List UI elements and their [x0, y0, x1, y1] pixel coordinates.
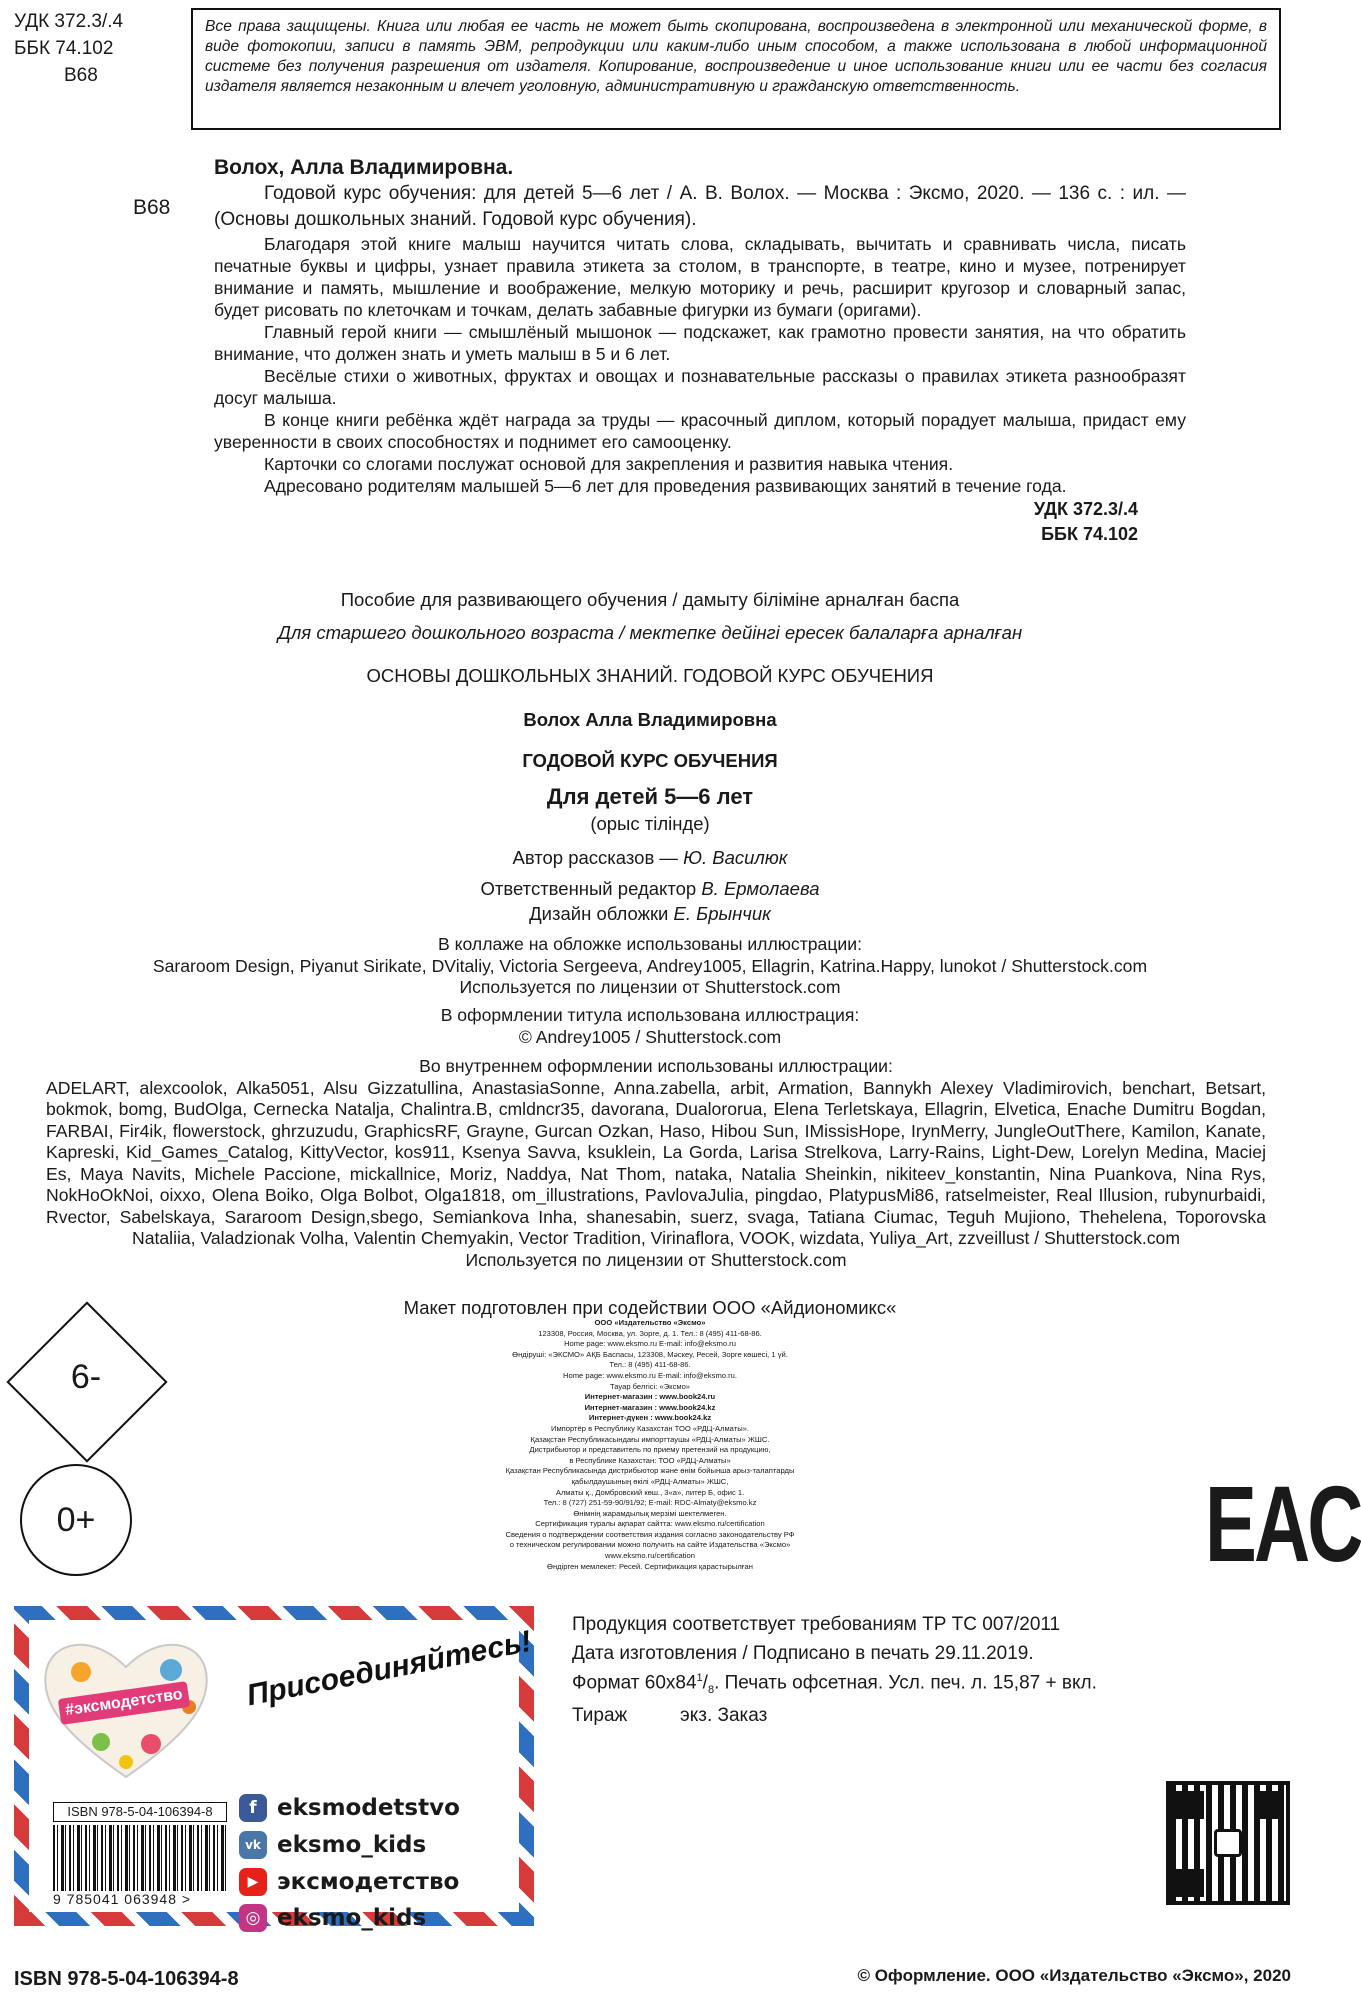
facebook-icon: f — [239, 1794, 267, 1822]
youtube-icon: ▶ — [239, 1868, 267, 1896]
social-facebook[interactable] — [239, 1792, 499, 1824]
promo-card — [29, 1620, 535, 1931]
title-ill: © Andrey1005 / Shutterstock.com — [518, 1026, 782, 1047]
vk-icon: vk — [239, 1831, 267, 1859]
social-facebook-label: eksmodetstvo — [277, 1795, 460, 1821]
colophon-title: ГОДОВОЙ КУРС ОБУЧЕНИЯ — [522, 750, 778, 771]
eac-mark: EAC — [1205, 1463, 1361, 1584]
barcode-icon — [53, 1825, 227, 1891]
social-youtube-label: эксмодетство — [277, 1869, 460, 1895]
rights-notice: Все права защищены. Книга или любая ее часть не может быть скопирована, воспроизведена в электронной или механической форме, в виде фотокопии, записи в память ЭВМ, репродукции или каким-либо иным способом, а также использована в любой информационной системе без получения разрешения от издателя. Копирование, воспроизведение и иное использование книги или ее части без согласия издателя является незаконным и влечет уголовную, административную и гражданскую ответственность. — [191, 8, 1281, 130]
design-prefix: Дизайн обложки — [529, 903, 674, 924]
social-instagram[interactable] — [239, 1903, 499, 1933]
barcode-number: 9 785041 063948 > — [53, 1891, 192, 1907]
social-vk[interactable] — [239, 1829, 499, 1861]
age-mark-6: 6- — [70, 1358, 102, 1396]
design-name: Е. Брынчик — [673, 903, 771, 924]
bibliographic-entry — [214, 155, 1186, 547]
imprint-line: Интернет-магазин : www.book24.ru — [584, 1392, 716, 1402]
colophon-age-group: Для старшего дошкольного возраста / мектепке дейінгі ересек балаларға арналған — [277, 622, 1023, 643]
classification-codes — [14, 8, 123, 89]
imprint-line: Тел.: 8 (495) 411-68-86. — [609, 1360, 691, 1370]
entry-udk: УДК 372.3/.4 — [1033, 499, 1138, 519]
imprint-line: Қазақстан Республикасында дистрибьютор және өнім бойынша арыз-талаптарды — [505, 1466, 795, 1476]
annotation-p2: Главный герой книги — смышлёный мышонок — подскажет, как грамотно провести занятия, на что обратить внимание, что должен знать и уметь малыш в 5 и 6 лет. — [214, 322, 1186, 364]
age-mark-0-text: 0+ — [56, 1500, 96, 1539]
colophon-author: Волох Алла Владимировна — [523, 709, 777, 730]
imprint-line: Өндіруші: «ЭКСМО» АҚБ Баспасы, 123308, Мәскеу, Ресей, Зорге көшесі, 1 үй. — [512, 1349, 788, 1359]
colophon-language: (орыс тілінде) — [590, 813, 710, 834]
barcode-isbn: ISBN 978-5-04-106394-8 — [53, 1802, 227, 1822]
qr-code-icon[interactable] — [1166, 1781, 1290, 1905]
imprint-line: Сведения о подтверждении соответствия издания согласно законодательству РФ — [505, 1529, 795, 1539]
format-main: Формат 60х84 — [572, 1672, 697, 1694]
prod-standard: Продукция соответствует требованиям ТР ТС 007/2011 — [572, 1614, 1061, 1635]
stories-author: Ю. Василюк — [683, 847, 788, 868]
imprint-line: www.eksmo.ru/certification — [605, 1551, 695, 1561]
isbn: ISBN 978-5-04-106394-8 — [14, 1968, 239, 1990]
imprint-line: Home page: www.eksmo.ru E-mail: info@eksmo.ru — [564, 1339, 736, 1349]
license-2: Используется по лицензии от Shutterstock.com — [465, 1249, 847, 1270]
stories-prefix: Автор рассказов — — [512, 847, 684, 868]
editor-prefix: Ответственный редактор — [480, 878, 702, 899]
instagram-icon: ◎ — [239, 1904, 267, 1932]
imprint-line: Дистрибьютор и представитель по приему претензий на продукцию, — [529, 1445, 771, 1455]
colophon-design — [60, 902, 1240, 925]
author-mark: В68 — [64, 65, 98, 86]
imprint-line: Тел.: 8 (727) 251-59-90/91/92; E-mail: RDC-Almaty@eksmo.kz — [543, 1498, 757, 1508]
license-1: Используется по лицензии от Shutterstock.com — [459, 977, 841, 997]
imprint-line: в Республике Казахстан: ТОО «РДЦ-Алматы» — [569, 1455, 731, 1465]
production-info — [572, 1612, 1097, 1728]
colophon-type: Пособие для развивающего обучения / дамыту біліміне арналған баспа — [340, 589, 960, 610]
imprint-line: Алматы қ., Домбровский көш., 3«а», литер Б, офис 1. — [555, 1487, 745, 1497]
promo-hashtag: #эксмодетство — [58, 1681, 190, 1725]
promo-envelope — [14, 1606, 535, 1931]
social-instagram-label: eksmo_kids — [277, 1905, 427, 1931]
format-sub: 8 — [707, 1684, 715, 1697]
inner-heading: Во внутреннем оформлении использованы иллюстрации: — [419, 1056, 893, 1076]
colophon-stories — [60, 846, 1240, 869]
annotation-p3: Весёлые стихи о животных, фруктах и овощах и познавательные рассказы о правилах этикета разнообразят досуг малыша. — [214, 366, 1186, 408]
imprint-line: қабылдаушының өкілі «РДЦ-Алматы» ЖШС, — [571, 1476, 729, 1486]
title-ill-heading: В оформлении титула использована иллюстрация: — [440, 1005, 860, 1025]
inner-credits — [46, 1056, 1266, 1271]
annotation-p4: В конце книги ребёнка ждёт награда за труды — красочный диплом, который порадует малыша, придаст ему уверенности в своих способностях и поднимет его самооценку. — [214, 410, 1186, 452]
entry-codes — [214, 497, 1186, 547]
colophon-age: Для детей 5—6 лет — [546, 784, 754, 809]
imprint-line: Өндірген мемлекет: Ресей. Сертификация қарастырылған — [547, 1561, 753, 1571]
colophon-series: ОСНОВЫ ДОШКОЛЬНЫХ ЗНАНИЙ. ГОДОВОЙ КУРС ОБУЧЕНИЯ — [366, 665, 934, 686]
udk-code: УДК 372.3/.4 — [14, 11, 124, 32]
imprint-line: 123308, Россия, Москва, ул. Зорге, д. 1. Тел.: 8 (495) 411-68-86. — [538, 1328, 762, 1338]
entry-bbk: ББК 74.102 — [1041, 524, 1138, 544]
prod-format: Формат $60х84^1/_8$. Печать офсетная. Усл. печ. л. 15,87 + вкл. — [572, 1672, 1097, 1697]
entry-title: Годовой курс обучения: для детей 5—6 лет / А. В. Волох. — Москва : Эксмо, 2020. — 136 с. : ил. — (Основы дошкольных знаний. Годовой курс обучения). — [214, 183, 1186, 230]
format-sup: 1 — [696, 1672, 703, 1684]
cover-credits — [60, 934, 1240, 999]
copyright: © Оформление. ООО «Издательство «Эксмо», 2020 — [857, 1966, 1291, 1985]
imprint-line: Қазақстан Республикасындағы импорттаушы «РДЦ-Алматы» ЖШС. — [530, 1434, 770, 1444]
barcode-block — [53, 1802, 227, 1912]
imprint-line: Тауар белгісі: «Эксмо» — [609, 1381, 691, 1391]
imprint-line: Home page: www.eksmo.ru E-mail: info@eksmo.ru. — [563, 1370, 737, 1380]
imprint-line: Өнімнің жарамдылық мерзімі шектелмеген. — [573, 1508, 727, 1518]
editor-name: В. Ермолаева — [701, 878, 820, 899]
social-youtube[interactable] — [239, 1866, 499, 1898]
imprint-line: Интернет-дүкен : www.book24.kz — [588, 1413, 712, 1423]
entry-author-mark: В68 — [133, 196, 171, 219]
qr-center-logo-icon — [1214, 1829, 1242, 1857]
inner-list: ADELART, alexcoolok, Alka5051, Alsu Gizzatullina, AnastasiaSonne, Anna.zabella, arbit, Armation, Bannykh Alexey Vladimirovich, benchart, Betsart, bokmok, bomg, BudOlga, Cernecka Natalja, Chalintra.B, cmldncr35, davorana, Dualororua, Elena Terletskaya, Ellagrin, Elvetica, Enache Dumitru Bogdan, FARBAI, Fir4ik, flowerstock, ghrzuzudu, GraphicsRF, Grayne, Gurcan Ozkan, Haso, Hibou Sun, IMissisHope, IrynMerry, JungleOutThere, Kamilon, Kanate, Kapreski, Kid_Games_Catalog, KittyVector, kos911, Ksenya Savva, ksuklein, La Gorda, Larisa Strelkova, Larry-Rains, Light-Dew, Lorelyn Medina, Maciej Es, Maya Navits, Michele Paccione, mickallnice, Moriz, Naddya, Nat Thom, nataka, Natalia Sheinkin, nikiteev_konstantin, Nina Puankova, Nina Rys, NokHoOkNoi, oixxo, Olena Boiko, Olga Bolbot, Olga1818, om_illustrations, PavlovaJulia, pingdao, PlatypusMi86, ratselmeister, Real Illusion, rubynurbaidi, Rvector, Sabelskaya, Sararoom Design,sbego, Semiankova Inha, shanesabin, suerz, svaga, Tatiana Ciumac, Teguh Mujiono, Thehelena, Toporovska Nataliia, Valadzionak Volha, Valentin Chemyakin, Vector Tradition, Virinaflora, VOOK, wizdata, Yuliya_Art, zzveillust / Shutterstock.com — [46, 1077, 1266, 1248]
annotation-p6: Адресовано родителям малышей 5—6 лет для проведения развивающих занятий в течение года. — [264, 476, 1067, 496]
prod-date: Дата изготовления / Подписано в печать 29.11.2019. — [572, 1643, 1034, 1664]
annotation-p5: Карточки со слогами послужат основой для закрепления и развития навыка чтения. — [264, 454, 954, 474]
prod-print-run: Тираж экз. Заказ — [572, 1705, 768, 1727]
collage-list: Sararoom Design, Piyanut Sirikate, DVitaliy, Victoria Sergeeva, Andrey1005, Ellagrin, Katrina.Happy, lunokot / Shutterstock.com — [152, 955, 1148, 976]
layout-credit: Макет подготовлен при содействии ООО «Айдиономикс« — [403, 1297, 897, 1318]
publisher-imprint — [460, 1318, 840, 1572]
colophon-editor — [60, 877, 1240, 900]
imprint-line: Интернет-магазин : www.book24.kz — [584, 1402, 716, 1412]
entry-author: Волох, Алла Владимировна. — [214, 156, 514, 179]
promo-join: Присоединяйтесь! — [244, 1624, 535, 1713]
collage-heading: В коллаже на обложке использованы иллюстрации: — [438, 934, 862, 954]
title-credits — [60, 1005, 1240, 1048]
age-mark-0 — [20, 1464, 132, 1576]
format-rest: . Печать офсетная. Усл. печ. л. 15,87 + вкл. — [714, 1672, 1097, 1694]
imprint-line: Импортёр в Республику Казахстан ТОО «РДЦ-Алматы». — [550, 1423, 749, 1433]
imprint-line: ООО «Издательство «Эксмо» — [594, 1318, 706, 1327]
imprint-line: Сертификация туралы ақпарат сайтта: www.eksmo.ru/certification — [535, 1519, 765, 1529]
annotation-p1: Благодаря этой книге малыш научится читать слова, складывать, вычитать и сравнивать числа, писать печатные буквы и цифры, узнает правила этикета за столом, в транспорте, в театре, кино и музее, потренирует внимание и память, мышление и воображение, мелкую моторику и речь, расширит кругозор и словарный запас, будет рисовать по клеточкам и точкам, делать забавные фигурки из бумаги (оригами). — [214, 234, 1186, 320]
social-vk-label: eksmo_kids — [277, 1832, 427, 1858]
imprint-line: о техническом регулировании можно получить на сайте Издательства «Эксмо» — [509, 1540, 791, 1550]
bbk-code: ББК 74.102 — [14, 38, 114, 59]
